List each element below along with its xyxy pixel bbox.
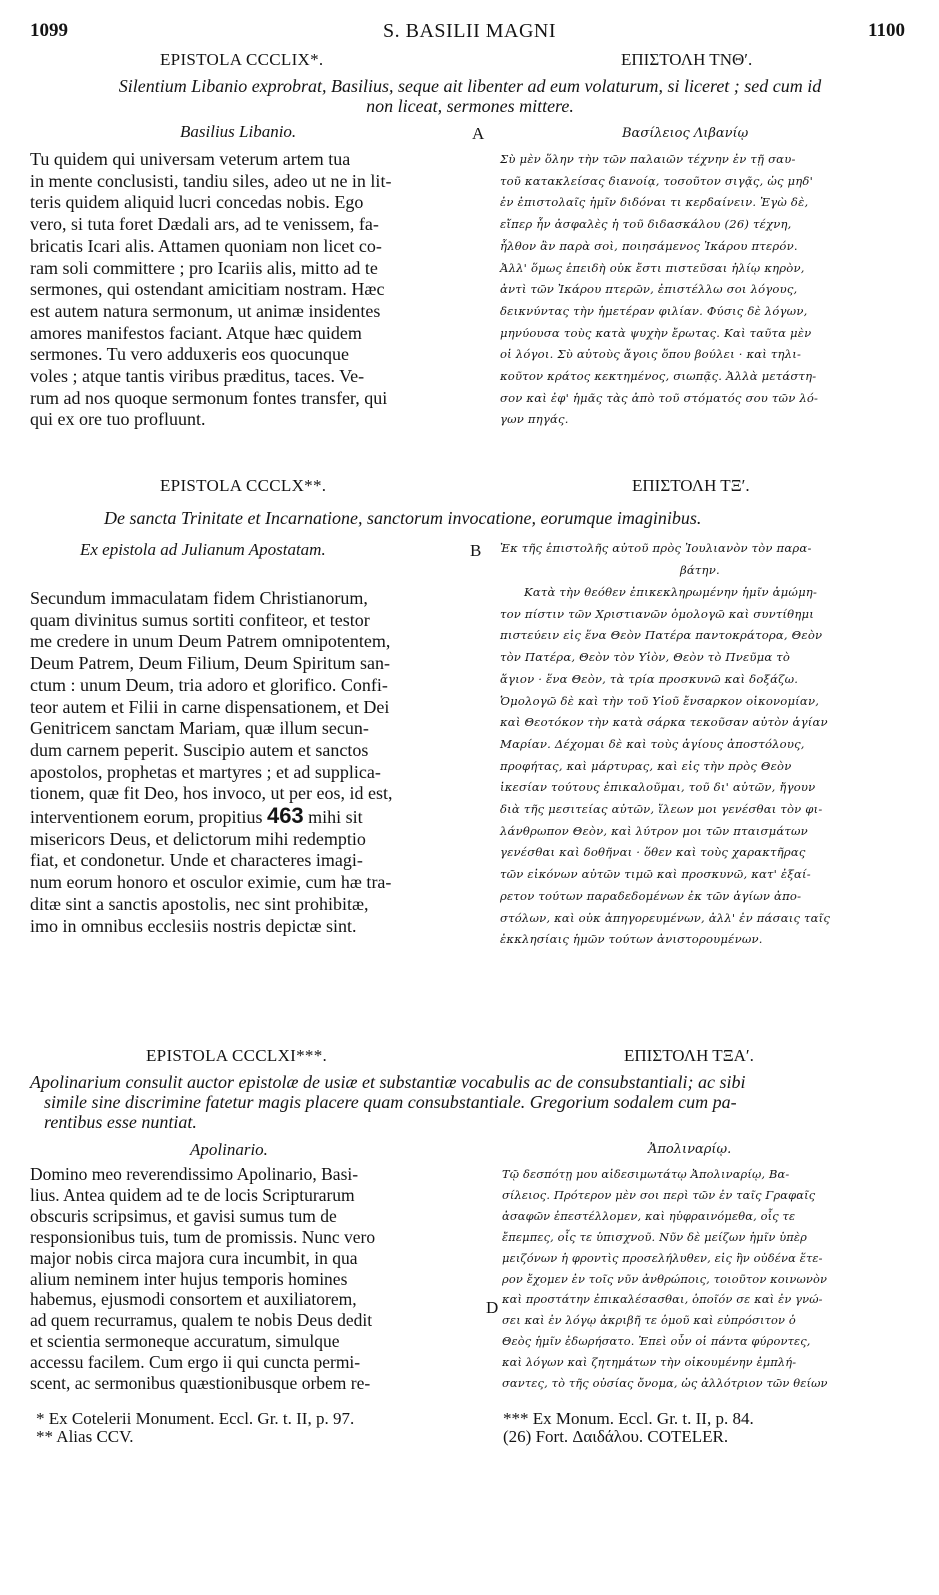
greek-addressee-359: Βασίλειος Λιβανίῳ	[622, 126, 749, 141]
latin-addressee-361: Apolinario.	[190, 1140, 268, 1159]
inline-page-number: 463	[266, 803, 304, 829]
greek-text-359: Σὺ μὲν ὅλην τὴν τῶν παλαιῶν τέχνην ἐν τῇ σαυ- τοῦ κατακλείσας διανοίᾳ, τοσοῦτον σιγᾷς, ὡς μηδ' ἐν ἐπιστολαῖς ἡμῖν διδόναι τι κερδαίνειν. Ἐγὼ δὲ, εἴπερ ἦν ἀσφαλὲς ἡ τοῦ διδασκάλου (26) τέχνη, ἦλθον ἂν παρὰ σοὶ, ποιησάμενος Ἰκάρου πτερόν. Ἀλλ' ὅμως ἐπειδὴ οὐκ ἔστι πιστεῦσαι ἡλίῳ κηρὸν, ἀντὶ τῶν Ἰκάρου πτερῶν, ἐπιστέλλω σοι λόγους, δεικνύντας τὴν ἡμετέραν φιλίαν. Φύσις δὲ λόγων, μηνύουσα τοὺς κατὰ ψυχὴν ἔρωτας. Καὶ ταῦτα μὲν οἱ λόγοι. Σὺ αὐτοὺς ἄγοις ὅπου βούλει · καὶ τηλι- κοῦτον κράτος κεκτημένος, σιωπᾷς. Ἀλλὰ μετάστη- σον καὶ ἐφ' ἡμᾶς τὰς ἀπὸ τοῦ στόματός σου τῶν λό- γων πηγάς.	[500, 152, 819, 427]
greek-title-359: ΕΠΙΣΤΟΛΗ ΤΝΘʹ.	[621, 50, 753, 69]
margin-marker-a: A	[472, 124, 485, 143]
latin-title-361: EPISTOLA CCCLXI***.	[146, 1046, 328, 1065]
margin-marker-d: D	[486, 1298, 499, 1317]
latin-text-361: Domino meo reverendissimo Apolinario, Basi- lius. Antea quidem ad te de locis Scripturarum obscuris scripsimus, et gavisi sumus tum de responsionibus tuis, tum de promissis. Nunc vero major nobis circa majora cura incumbit, in qua alium neminem inter hujus temporis homines habemus, ejusmodi consortem et auxiliatorem, ad quem recurramus, qualem te nobis Deus dedit et scientia sermoneque accuratum, simulque accessu facilem. Cum ergo ii qui cuncta permi- scent, ac sermonibus quæstionibusque orbem re-	[30, 1164, 376, 1394]
footnotes-right: *** Ex Monum. Eccl. Gr. t. II, p. 84. (26) Fort. Δαιδάλου. COTELER.	[503, 1409, 754, 1446]
latin-title-360: EPISTOLA CCCLX**.	[160, 476, 327, 495]
footnotes-left: * Ex Cotelerii Monument. Eccl. Gr. t. II, p. 97. ** Alias CCV.	[36, 1409, 355, 1446]
greek-addressee-361: Ἀπολιναρίῳ.	[648, 1142, 732, 1157]
greek-text-361: Τῷ δεσπότῃ μου αἰδεσιμωτάτῳ Ἀπολιναρίῳ, Βα- σίλειος. Πρότερον μὲν σοι περὶ τῶν ἐν ταῖς Γραφαῖς ἀσαφῶν ἐπεστέλλομεν, καὶ ηὐφραινόμεθα, οἷς τε ἔπεμπες, οἷς τε ὑπισχνοῦ. Νῦν δὲ μείζων ἡμῖν ὑπὲρ μειζόνων ἡ φροντὶς προσελήλυθεν, εἰς ἣν οὐδένα ἕτε- ρον ἔχομεν ἐν τοῖς νῦν ἀνθρώποις, τοιοῦτον κοινωνὸν καὶ προστάτην ἐπικαλέσασθαι, ὁποῖόν σε καὶ ἐν γνώ- σει καὶ ἐν λόγῳ ἀκριβῆ τε ὁμοῦ καὶ εὐπρόσιτον ὁ Θεὸς ἡμῖν ἐδωρήσατο. Ἐπεὶ οὖν οἱ πάντα φύροντες, καὶ λόγων καὶ ζητημάτων τὴν οἰκουμένην ἐμπλή- σαντες, τὸ τῆς οὐσίας ὄνομα, ὡς ἀλλότριον τῶν θείων	[502, 1167, 828, 1391]
latin-addressee-359: Basilius Libanio.	[180, 122, 297, 141]
latin-text-360: Secundum immaculatam fidem Christianorum, quam divinitus sumus sortiti confiteor, et testor me credere in unum Deum Patrem omnipotentem, Deum Patrem, Deum Filium, Deum Spiritum san- ctum : unum Deum, tria adoro et glorifico. Confi- teor autem et Filii in carne dispensationem, et Dei Genitricem sanctam Mariam, quæ illum secun- dum carnem peperit. Suscipio autem et sanctos apostolos, prophetas et martyres ; et ad supplica- tionem, quæ fit Deo, hos invoco, ut per eos, id est, interventionem eorum, propitius 463 mihi sit misericors Deus, et delictorum mihi redemptio fiat, et condonetur. Unde et characteres imagi- num eorum honoro et osculor eximie, cum hæ tra- ditæ sint a sanctis apostolis, nec sint prohibitæ, imo in omnibus ecclesiis nostris depictæ sint.	[30, 588, 393, 936]
summary-359: Silentium Libanio exprobrat, Basilius, seque ait libenter ad eum volaturum, si liceret ; sed cum id non liceat, sermones mittere.	[118, 76, 822, 116]
latin-addressee-360: Ex epistola ad Julianum Apostatam.	[80, 540, 326, 559]
summary-360: De sancta Trinitate et Incarnatione, sanctorum invocatione, eorumque imaginibus.	[104, 508, 702, 528]
latin-title-359: EPISTOLA CCCLIX*.	[160, 50, 324, 69]
greek-title-361: ΕΠΙΣΤΟΛΗ ΤΞΑʹ.	[624, 1046, 754, 1065]
summary-361: Apolinarium consulit auctor epistolæ de usiæ et substantiæ vocabulis ac de consubstantiali; ac sibi simile sine discrimine fatetur magis placere quam consubstantiale. Gregorium sodalem cum pa- rentibus esse nuntiat.	[30, 1072, 746, 1132]
left-page-number: 1099	[30, 20, 68, 41]
margin-marker-b: B	[470, 541, 482, 560]
latin-text-359: Tu quidem qui universam veterum artem tua in mente conclusisti, tandiu siles, adeo ut ne in lit- teris quidem aliquid lucri concedas nobis. Ego vero, si tuta foret Dædali ars, ad te venissem, fa- bricatis Icari alis. Attamen quoniam non licet co- ram soli committere ; pro Icariis alis, mitto ad te sermones, qui ostendant amicitiam nostram. Hæc est autem natura sermonum, ut animæ insidentes amores manifestos faciant. Atque hæc quidem sermones. Tu vero adduxeris eos quocunque voles ; atque tantis viribus præditus, taces. Ve- rum ad nos quoque sermonum fontes transfer, qui qui ex ore tuo profluunt.	[30, 149, 392, 430]
greek-title-360: ΕΠΙΣΤΟΛΗ ΤΞʹ.	[632, 476, 750, 495]
greek-text-360: Κατὰ τὴν θεόθεν ἐπικεκληρωμένην ἡμῖν ἀμώμη- τον πίστιν τῶν Χριστιανῶν ὁμολογῶ καὶ συντίθημι πιστεύειν εἰς ἕνα Θεὸν Πατέρα παντοκράτορα, Θεὸν τὸν Πατέρα, Θεὸν τὸν Υἱὸν, Θεὸν τὸ Πνεῦμα τὸ ἅγιον · ἕνα Θεὸν, τὰ τρία προσκυνῶ καὶ δοξάζω. Ὁμολογῶ δὲ καὶ τὴν τοῦ Υἱοῦ ἔνσαρκον οἰκονομίαν, καὶ Θεοτόκον τὴν κατὰ σάρκα τεκοῦσαν αὐτὸν ἁγίαν Μαρίαν. Δέχομαι δὲ καὶ τοὺς ἁγίους ἀποστόλους, προφήτας, καὶ μάρτυρας, καὶ εἰς τὴν πρὸς Θεὸν ἱκεσίαν τούτους ἐπικαλοῦμαι, τοῦ δι' αὐτῶν, ἤγουν διὰ τῆς μεσιτείας αὐτῶν, ἵλεων μοι γενέσθαι τὸν φι- λάνθρωπον Θεὸν, καὶ λύτρον μοι τῶν πταισμάτων γενέσθαι καὶ δοθῆναι · ὅθεν καὶ τοὺς χαρακτῆρας τῶν εἰκόνων αὐτῶν τιμῶ καὶ προσκυνῶ, κατ' ἐξαί- ρετον τούτων παραδεδομένων ἐκ τῶν ἁγίων ἀπο- στόλων, καὶ οὐκ ἀπηγορευμένων, ἀλλ' ἐν πάσαις ταῖς ἐκκλησίαις ἡμῶν τούτων ἀνιστορουμένων.	[500, 585, 831, 947]
right-page-number: 1100	[868, 20, 905, 41]
running-title: S. BASILII MAGNI	[383, 20, 556, 42]
greek-addressee-360: Ἐκ τῆς ἐπιστολῆς αὐτοῦ πρὸς Ἰουλιανὸν τὸν παρα- βάτην.	[500, 541, 812, 577]
